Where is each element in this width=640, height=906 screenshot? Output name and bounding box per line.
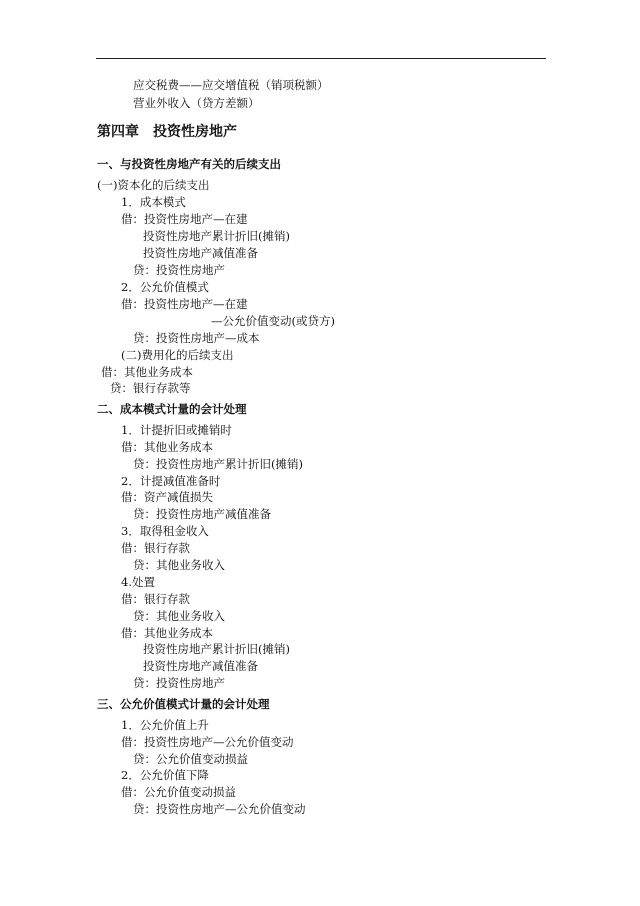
credit-line: 贷：投资性房地产—公允价值变动: [133, 802, 306, 816]
debit-line: 借：其他业务成本: [101, 365, 193, 379]
debit-line: 借：银行存款: [121, 541, 190, 555]
credit-line: 贷：银行存款等: [110, 381, 191, 395]
item-label: 3．取得租金收入: [121, 524, 209, 538]
credit-line: 贷：其他业务收入: [133, 558, 225, 572]
debit-line: 借：其他业务成本: [121, 440, 213, 454]
credit-line: 贷：投资性房地产累计折旧(摊销): [133, 457, 303, 471]
text-line: 应交税费——应交增值税（销项税额）: [133, 78, 329, 92]
debit-line: 借：银行存款: [121, 592, 190, 606]
debit-line: 借：其他业务成本: [121, 626, 213, 640]
debit-line: 借：资产减值损失: [121, 490, 213, 504]
debit-line: 投资性房地产累计折旧(摊销): [143, 642, 290, 656]
debit-line: 借：投资性房地产—在建: [121, 297, 248, 311]
credit-line: 贷：其他业务收入: [133, 609, 225, 623]
debit-line: 投资性房地产减值准备: [143, 659, 258, 673]
credit-line: 贷：投资性房地产: [133, 263, 225, 277]
debit-line: 借：投资性房地产—公允价值变动: [121, 735, 294, 749]
item-label: 2．公允价值下降: [121, 768, 209, 782]
text-line: 营业外收入（贷方差额）: [133, 96, 260, 110]
item-label: 1．成本模式: [121, 195, 186, 209]
credit-line: 贷：投资性房地产减值准备: [133, 507, 271, 521]
subsection-heading: (二)费用化的后续支出: [121, 348, 234, 362]
section-heading: 二、成本模式计量的会计处理: [97, 402, 247, 416]
debit-line: 投资性房地产减值准备: [143, 246, 258, 260]
credit-line: 贷：投资性房地产—成本: [133, 331, 260, 345]
item-label: 2．公允价值模式: [121, 280, 209, 294]
section-heading: 一、与投资性房地产有关的后续支出: [97, 157, 281, 171]
debit-line: 借：投资性房地产—在建: [121, 212, 248, 226]
item-label: 1．计提折旧或摊销时: [121, 423, 232, 437]
item-label: 1．公允价值上升: [121, 718, 209, 732]
header-rule: [96, 58, 546, 59]
debit-line: 借：公允价值变动损益: [121, 785, 236, 799]
credit-line: 贷：投资性房地产: [133, 676, 225, 690]
debit-line: —公允价值变动(或贷方): [211, 314, 335, 328]
credit-line: 贷：公允价值变动损益: [133, 752, 248, 766]
section-heading: 三、公允价值模式计量的会计处理: [97, 697, 270, 711]
subsection-heading: (一)资本化的后续支出: [97, 178, 210, 192]
debit-line: 投资性房地产累计折旧(摊销): [143, 229, 290, 243]
item-label: 4.处置: [121, 575, 155, 589]
item-label: 2．计提减值准备时: [121, 474, 221, 488]
chapter-title: 第四章 投资性房地产: [97, 124, 237, 140]
